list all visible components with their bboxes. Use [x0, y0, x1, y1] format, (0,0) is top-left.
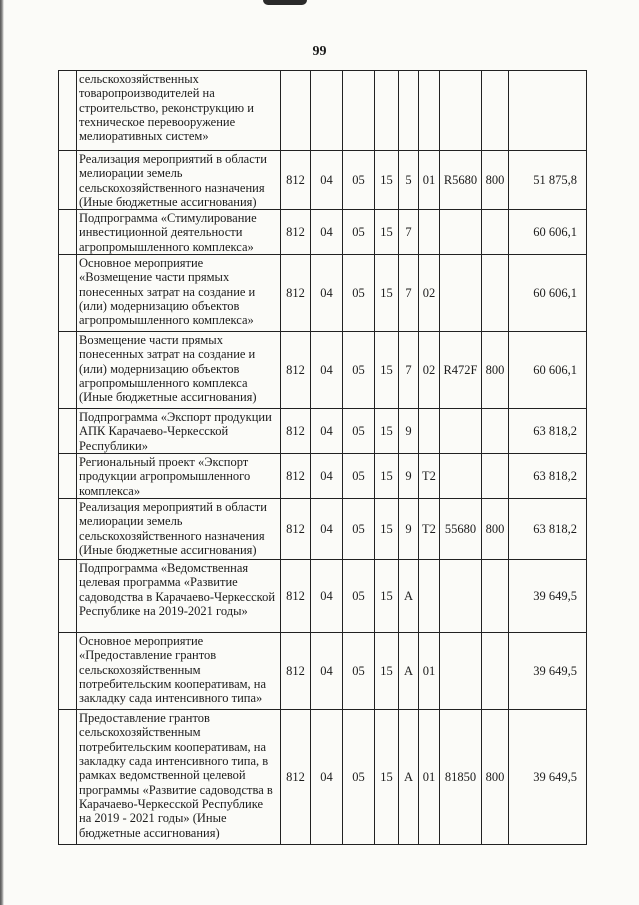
target-code-cell: 55680	[440, 499, 482, 560]
program-code-cell: 15	[375, 210, 399, 255]
subsection-code-cell: 05	[343, 210, 375, 255]
expense-type-cell: 800	[482, 332, 509, 409]
section-code-cell: 04	[311, 210, 343, 255]
section-code-cell: 04	[311, 409, 343, 454]
row-number-cell	[59, 633, 77, 710]
program-code-cell: 15	[375, 710, 399, 845]
ministry-code-cell: 812	[281, 560, 311, 633]
subsection-code-cell: 05	[343, 560, 375, 633]
subprogram-code-cell: 9	[399, 454, 419, 499]
expense-type-cell: 800	[482, 499, 509, 560]
amount-cell: 60 606,1	[509, 255, 587, 332]
table-row	[59, 454, 587, 499]
ministry-code-cell: 812	[281, 633, 311, 710]
ministry-code-cell: 812	[281, 332, 311, 409]
amount-cell: 63 818,2	[509, 454, 587, 499]
amount-cell: 60 606,1	[509, 210, 587, 255]
ministry-code-cell: 812	[281, 409, 311, 454]
ministry-code-cell	[281, 71, 311, 151]
amount-cell: 60 606,1	[509, 332, 587, 409]
subprogram-code-cell: 5	[399, 151, 419, 210]
program-code-cell: 15	[375, 151, 399, 210]
table-row	[59, 499, 587, 560]
program-code-cell: 15	[375, 332, 399, 409]
target-code-cell	[440, 210, 482, 255]
description-cell: Основное мероприятие «Возмещение части прямых понесенных затрат на создание и (или) модернизацию объектов агропромышленного комплекса»	[77, 255, 281, 332]
target-code-cell: R472F	[440, 332, 482, 409]
subprogram-code-cell	[399, 71, 419, 151]
amount-cell: 51 875,8	[509, 151, 587, 210]
scan-edge-shadow	[0, 0, 4, 905]
program-code-cell	[375, 71, 399, 151]
subsection-code-cell: 05	[343, 332, 375, 409]
row-number-cell	[59, 71, 77, 151]
table-row	[59, 633, 587, 710]
description-cell: Подпрограмма «Ведомственная целевая программа «Развитие садоводства в Карачаево-Черкесской Республике на 2019-2021 годы»	[77, 560, 281, 633]
activity-code-cell: 02	[419, 332, 440, 409]
description-cell: Подпрограмма «Экспорт продукции АПК Карачаево-Черкесской Республики»	[77, 409, 281, 454]
description-cell: Региональный проект «Экспорт продукции агропромышленного комплекса»	[77, 454, 281, 499]
description-cell: Подпрограмма «Стимулирование инвестиционной деятельности агропромышленного комплекса»	[77, 210, 281, 255]
ministry-code-cell: 812	[281, 210, 311, 255]
amount-cell: 63 818,2	[509, 409, 587, 454]
table-row	[59, 409, 587, 454]
activity-code-cell	[419, 560, 440, 633]
section-code-cell: 04	[311, 499, 343, 560]
program-code-cell: 15	[375, 633, 399, 710]
expense-type-cell	[482, 409, 509, 454]
ministry-code-cell: 812	[281, 255, 311, 332]
table-row	[59, 332, 587, 409]
row-number-cell	[59, 255, 77, 332]
program-code-cell: 15	[375, 409, 399, 454]
expense-type-cell: 800	[482, 151, 509, 210]
target-code-cell	[440, 454, 482, 499]
expense-type-cell	[482, 454, 509, 499]
section-code-cell: 04	[311, 151, 343, 210]
subprogram-code-cell: 7	[399, 210, 419, 255]
expense-type-cell: 800	[482, 710, 509, 845]
program-code-cell: 15	[375, 560, 399, 633]
description-cell: Предоставление грантов сельскохозяйственным потребительским кооперативам, на закладку сада интенсивного типа, в рамках ведомственной целевой программы «Развитие садоводства в Карачаево-Черкесской Республике на 2019 - 2021 годы» (Иные бюджетные ассигнования)	[77, 710, 281, 845]
subsection-code-cell: 05	[343, 255, 375, 332]
row-number-cell	[59, 332, 77, 409]
subprogram-code-cell: A	[399, 560, 419, 633]
table-row	[59, 255, 587, 332]
subsection-code-cell: 05	[343, 409, 375, 454]
section-code-cell: 04	[311, 454, 343, 499]
row-number-cell	[59, 454, 77, 499]
activity-code-cell: T2	[419, 499, 440, 560]
section-code-cell: 04	[311, 710, 343, 845]
table-row	[59, 71, 587, 151]
subsection-code-cell: 05	[343, 151, 375, 210]
subsection-code-cell: 05	[343, 710, 375, 845]
description-cell: Реализация мероприятий в области мелиорации земель сельскохозяйственного назначения (Иные бюджетные ассигнования)	[77, 151, 281, 210]
subprogram-code-cell: 7	[399, 255, 419, 332]
binding-mark	[263, 0, 307, 5]
budget-table	[58, 70, 587, 845]
section-code-cell: 04	[311, 255, 343, 332]
ministry-code-cell: 812	[281, 710, 311, 845]
table-row	[59, 151, 587, 210]
activity-code-cell: 01	[419, 633, 440, 710]
subsection-code-cell: 05	[343, 454, 375, 499]
table-row	[59, 710, 587, 845]
section-code-cell: 04	[311, 332, 343, 409]
section-code-cell: 04	[311, 560, 343, 633]
activity-code-cell: 01	[419, 151, 440, 210]
description-cell: Основное мероприятие «Предоставление грантов сельскохозяйственным потребительским кооперативам, на закладку сада интенсивного типа»	[77, 633, 281, 710]
subsection-code-cell: 05	[343, 499, 375, 560]
amount-cell: 39 649,5	[509, 710, 587, 845]
program-code-cell: 15	[375, 255, 399, 332]
activity-code-cell: 01	[419, 710, 440, 845]
activity-code-cell	[419, 409, 440, 454]
activity-code-cell	[419, 71, 440, 151]
subsection-code-cell: 05	[343, 633, 375, 710]
ministry-code-cell: 812	[281, 151, 311, 210]
program-code-cell: 15	[375, 499, 399, 560]
target-code-cell	[440, 633, 482, 710]
target-code-cell	[440, 409, 482, 454]
row-number-cell	[59, 210, 77, 255]
row-number-cell	[59, 710, 77, 845]
row-number-cell	[59, 560, 77, 633]
subprogram-code-cell: 9	[399, 499, 419, 560]
description-cell: сельскохозяйственных товаропроизводителей на строительство, реконструкцию и техническое перевооружение мелиоративных систем»	[77, 71, 281, 151]
expense-type-cell	[482, 210, 509, 255]
program-code-cell: 15	[375, 454, 399, 499]
expense-type-cell	[482, 71, 509, 151]
ministry-code-cell: 812	[281, 499, 311, 560]
target-code-cell: 81850	[440, 710, 482, 845]
amount-cell: 39 649,5	[509, 633, 587, 710]
table-row	[59, 210, 587, 255]
activity-code-cell: T2	[419, 454, 440, 499]
target-code-cell: R5680	[440, 151, 482, 210]
table-row	[59, 560, 587, 633]
activity-code-cell: 02	[419, 255, 440, 332]
ministry-code-cell: 812	[281, 454, 311, 499]
subsection-code-cell	[343, 71, 375, 151]
subprogram-code-cell: A	[399, 710, 419, 845]
target-code-cell	[440, 71, 482, 151]
subprogram-code-cell: 9	[399, 409, 419, 454]
section-code-cell	[311, 71, 343, 151]
section-code-cell: 04	[311, 633, 343, 710]
description-cell: Реализация мероприятий в области мелиорации земель сельскохозяйственного назначения (Иные бюджетные ассигнования)	[77, 499, 281, 560]
subprogram-code-cell: A	[399, 633, 419, 710]
activity-code-cell	[419, 210, 440, 255]
expense-type-cell	[482, 255, 509, 332]
amount-cell	[509, 71, 587, 151]
target-code-cell	[440, 560, 482, 633]
expense-type-cell	[482, 633, 509, 710]
page-number: 99	[312, 44, 327, 59]
amount-cell: 39 649,5	[509, 560, 587, 633]
description-cell: Возмещение части прямых понесенных затрат на создание и (или) модернизацию объектов агропромышленного комплекса (Иные бюджетные ассигнования)	[77, 332, 281, 409]
row-number-cell	[59, 151, 77, 210]
subprogram-code-cell: 7	[399, 332, 419, 409]
amount-cell: 63 818,2	[509, 499, 587, 560]
expense-type-cell	[482, 560, 509, 633]
row-number-cell	[59, 499, 77, 560]
row-number-cell	[59, 409, 77, 454]
target-code-cell	[440, 255, 482, 332]
